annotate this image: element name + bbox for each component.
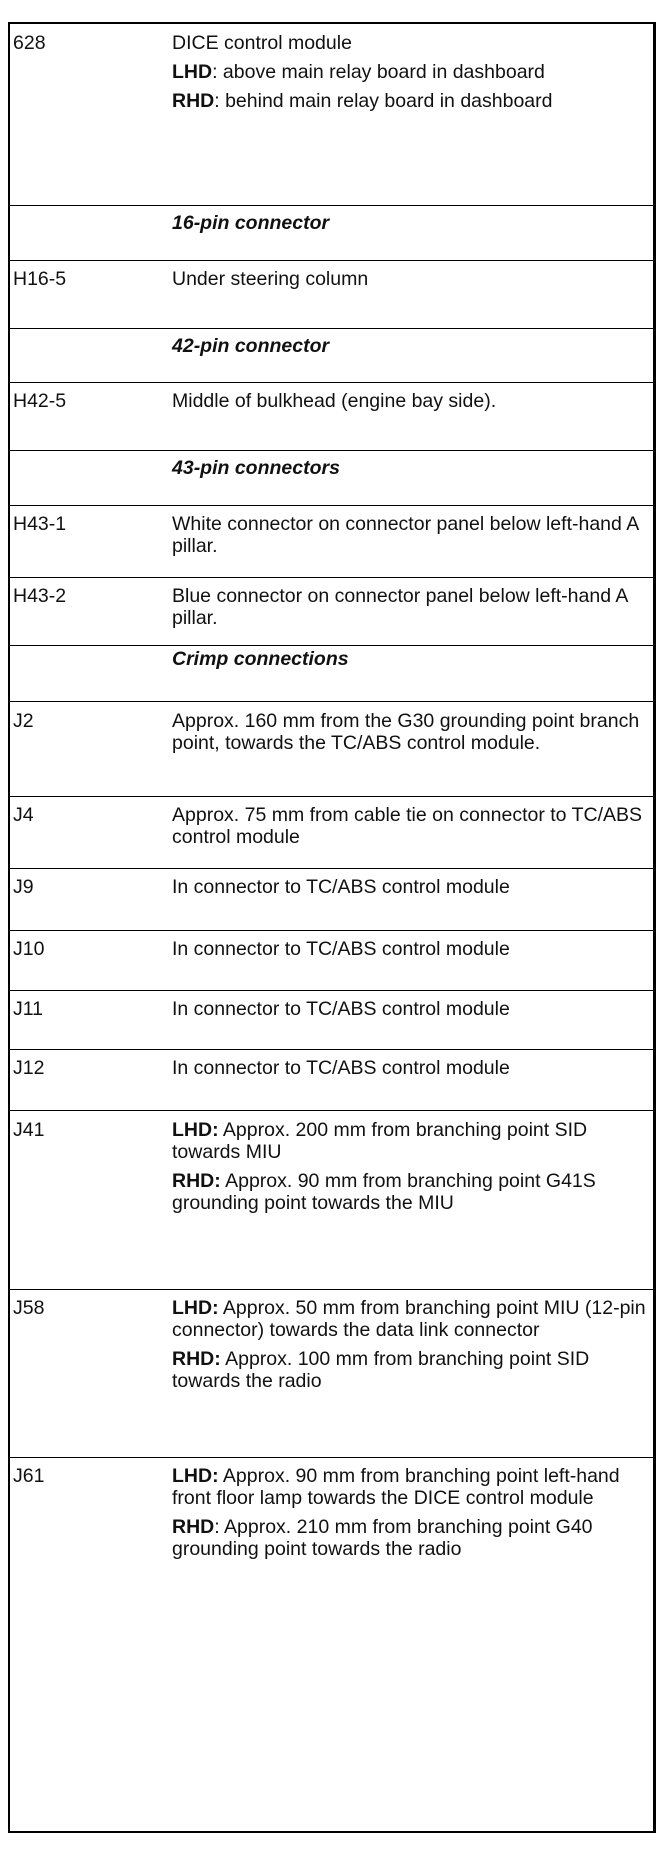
table-row-J11 [10,991,653,1050]
row-description: In connector to TC/ABS control module [172,876,510,898]
row-description: In connector to TC/ABS control module [172,1057,510,1079]
description-text: : Approx. 210 mm from branching point G40 grounding point towards the radio [172,1516,593,1560]
rhd-label: RHD [172,1516,215,1538]
table-row-J9 [10,869,653,931]
row-id: J10 [13,938,45,960]
section-heading: 16-pin connector [172,212,330,234]
row-description: Approx. 160 mm from the G30 grounding point branch point, towards the TC/ABS control module. [172,710,640,754]
description-text: Approx. 90 mm from branching point left-hand front floor lamp towards the DICE control module [172,1465,620,1509]
lhd-label: LHD: [172,1297,219,1319]
row-description [172,32,649,119]
table-row-H43-1 [10,506,653,578]
paragraph [172,90,649,112]
row-id: J12 [13,1057,45,1079]
row-id: J11 [13,998,43,1020]
row-id: 628 [13,32,46,54]
table-row-J12 [10,1050,653,1111]
row-id: J2 [13,710,34,732]
description-text: : behind main relay board in dashboard [214,90,553,112]
paragraph [172,1465,649,1509]
paragraph [172,1119,649,1163]
paragraph [172,1516,649,1560]
row-id: J61 [13,1465,45,1487]
row-description: Middle of bulkhead (engine bay side). [172,390,497,412]
lhd-label: LHD: [172,1465,219,1487]
lhd-label: LHD [172,61,213,83]
table-row-J4 [10,797,653,869]
row-description [172,1297,649,1399]
description-text: Approx. 90 mm from branching point G41S grounding point towards the MIU [172,1170,596,1214]
description-text: Approx. 100 mm from branching point SID towards the radio [172,1348,590,1392]
table-row-J41 [10,1111,653,1290]
row-id: J9 [13,876,34,898]
table-row-H16-5 [10,261,653,329]
row-description: Blue connector on connector panel below left-hand A pillar. [172,585,628,629]
row-description [172,1465,649,1567]
section-heading-row [10,206,653,261]
rhd-label: RHD: [172,1348,221,1370]
section-heading-row [10,646,653,702]
row-description: Approx. 75 mm from cable tie on connector to TC/ABS control module [172,804,643,848]
row-id: H43-2 [13,585,67,607]
row-id: J4 [13,804,34,826]
section-heading: Crimp connections [172,648,349,670]
table-row-H43-2 [10,578,653,646]
rhd-label: RHD [172,90,215,112]
row-description: In connector to TC/ABS control module [172,998,510,1020]
row-description: White connector on connector panel below left-hand A pillar. [172,513,639,557]
description-text: Approx. 50 mm from branching point MIU (12-pin connector) towards the data link connector [172,1297,646,1341]
paragraph [172,61,649,83]
table-row-J58 [10,1290,653,1458]
row-id: H16-5 [13,268,67,290]
section-heading-row [10,329,653,383]
table-row-J10 [10,931,653,991]
row-description: In connector to TC/ABS control module [172,938,510,960]
row-id: H42-5 [13,390,67,412]
description-text: : above main relay board in dashboard [212,61,545,83]
row-id: H43-1 [13,513,67,535]
table-row-H42-5 [10,383,653,451]
lhd-label: LHD: [172,1119,219,1141]
description-text: Approx. 200 mm from branching point SID towards MIU [172,1119,588,1163]
component-location-table [8,22,656,1833]
row-description [172,1119,649,1221]
section-heading: 42-pin connector [172,335,330,357]
table-row-J2 [10,702,653,797]
paragraph [172,1297,649,1341]
description-text: DICE control module [172,32,352,54]
row-id: J58 [13,1297,45,1319]
section-heading-row [10,451,653,506]
table-row-628 [10,24,653,206]
table-row-J61 [10,1458,653,1831]
row-id: J41 [13,1119,45,1141]
paragraph [172,1348,649,1392]
paragraph [172,1170,649,1214]
row-description: Under steering column [172,268,369,290]
section-heading: 43-pin connectors [172,457,340,479]
rhd-label: RHD: [172,1170,221,1192]
paragraph [172,32,649,54]
